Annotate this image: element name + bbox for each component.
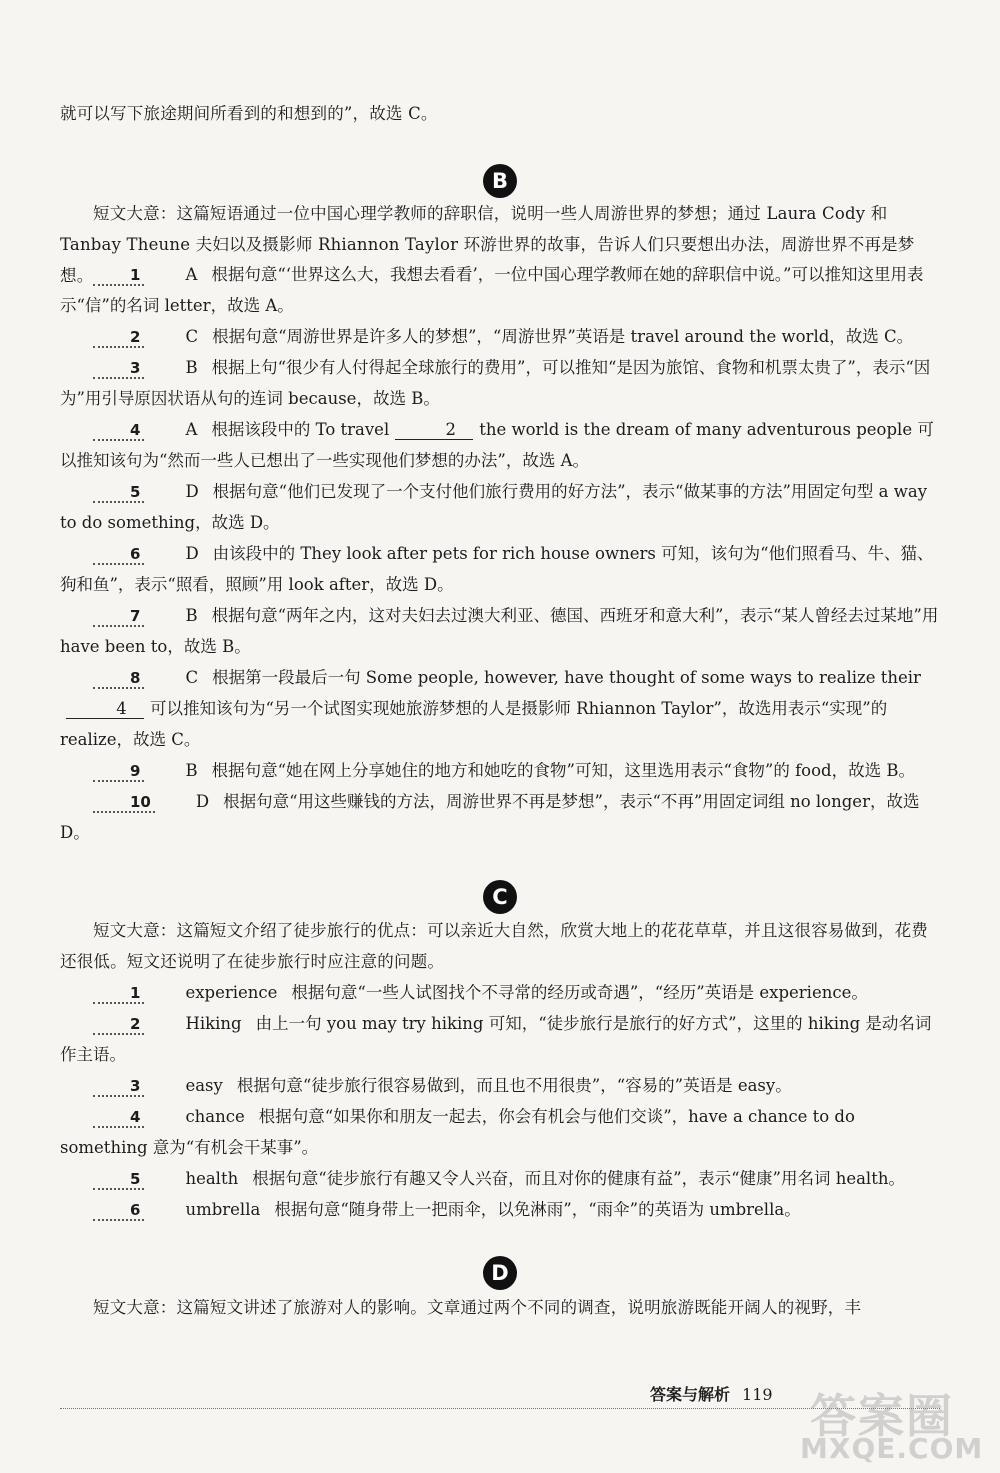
b-item-7 xyxy=(60,600,940,662)
section-b-summary: 短文大意：这篇短语通过一位中国心理学教师的辞职信，说明一些人周游世界的梦想；通过 Laura Cody 和 Tanbay Theune 夫妇以及摄影师 Rhiannon Taylor 环游世界的故事，告诉人们只要想出办法，周游世界不再是梦想。 xyxy=(60,204,915,285)
c-item-text: 根据句意“徒步旅行很容易做到，而且也不用很贵”，“容易的”英语是 easy。 xyxy=(236,1076,792,1095)
b-item-num: 8 xyxy=(93,669,144,689)
b-item-num: 1 xyxy=(93,266,144,286)
b-item-6 xyxy=(60,538,940,600)
footer-section-label: 答案与解析 xyxy=(650,1385,731,1404)
c-item-text: 根据句意“一些人试图找个不寻常的经历或奇遇”，“经历”英语是 experience。 xyxy=(291,983,868,1002)
b-item-answer: C xyxy=(185,327,199,346)
footer-label xyxy=(650,1384,773,1406)
b-item-blank: 4 xyxy=(66,700,144,719)
c-item-1 xyxy=(60,977,940,1008)
b-item-5 xyxy=(60,476,940,538)
b-item-text: 根据该段中的 To travel xyxy=(211,420,390,439)
page-number: 119 xyxy=(742,1385,773,1404)
b-item-answer: B xyxy=(185,606,198,625)
section-b-badge: B xyxy=(483,164,517,198)
b-item-text: 根据上句“很少有人付得起全球旅行的费用”，可以推知“是因为旅馆、食物和机票太贵了”，表示“因为”用引导原因状语从句的连词 because，故选 B。 xyxy=(60,358,931,408)
c-item-answer: chance xyxy=(185,1107,245,1126)
c-item-text: 根据句意“如果你和朋友一起去，你会有机会与他们交谈”，have a chance to do something 意为“有机会干某事”。 xyxy=(60,1107,855,1157)
c-item-num: 1 xyxy=(93,984,144,1004)
c-item-4 xyxy=(60,1101,940,1163)
b-item-blank: 2 xyxy=(395,421,473,440)
c-item-answer: easy xyxy=(185,1076,223,1095)
b-item-4 xyxy=(60,414,940,476)
b-item-text: the world is the dream of many adventurous people 可以推知该句为“然而一些人已想出了一些实现他们梦想的办法”，故选 A。 xyxy=(60,420,934,470)
b-item-9 xyxy=(60,755,940,786)
c-item-num: 4 xyxy=(93,1108,144,1128)
c-item-answer: umbrella xyxy=(185,1200,261,1219)
b-item-answer: D xyxy=(185,544,199,563)
watermark xyxy=(800,1380,990,1465)
c-item-answer: health xyxy=(185,1169,239,1188)
b-item-text: 根据句意“她在网上分享她住的地方和她吃的食物”可知，这里选用表示“食物”的 food，故选 B。 xyxy=(211,761,915,780)
b-item-text: 根据句意“用这些赚钱的方法，周游世界不再是梦想”，表示“不再”用固定词组 no longer，故选 D。 xyxy=(60,792,920,842)
b-item-text: 根据句意“两年之内，这对夫妇去过澳大利亚、德国、西班牙和意大利”，表示“某人曾经去过某地”用 have been to，故选 B。 xyxy=(60,606,939,656)
b-item-text: 根据句意“‘世界这么大，我想去看看’，一位中国心理学教师在她的辞职信中说。”可以推知这里用表示“信”的名词 letter，故选 A。 xyxy=(60,265,924,315)
b-item-text: 可以推知该句为“另一个试图实现她旅游梦想的人是摄影师 Rhiannon Taylor”，故选用表示“实现”的 realize，故选 C。 xyxy=(60,699,888,749)
c-item-5 xyxy=(60,1163,940,1194)
top-line: 就可以写下旅途期间所看到的和想到的”，故选 C。 xyxy=(60,104,438,123)
b-item-text: 根据第一段最后一句 Some people, however, have thought of some ways to realize their xyxy=(212,668,921,687)
c-item-text: 根据句意“随身带上一把雨伞，以免淋雨”，“雨伞”的英语为 umbrella。 xyxy=(274,1200,801,1219)
c-item-num: 5 xyxy=(93,1170,144,1190)
c-item-2 xyxy=(60,1008,940,1070)
b-item-text: 由该段中的 They look after pets for rich house owners 可知，该句为“他们照看马、牛、猫、狗和鱼”，表示“照看，照顾”用 look after，故选 D。 xyxy=(60,544,934,594)
b-item-1 xyxy=(60,259,940,321)
b-item-num: 7 xyxy=(93,607,144,627)
watermark-url: MXQE.COM xyxy=(800,1432,984,1465)
b-item-answer: A xyxy=(185,265,198,284)
b-item-answer: A xyxy=(185,420,198,439)
c-item-num: 3 xyxy=(93,1077,144,1097)
b-item-num: 4 xyxy=(93,421,144,441)
b-item-answer: B xyxy=(185,761,198,780)
b-item-num: 9 xyxy=(93,762,144,782)
b-item-answer: D xyxy=(185,482,199,501)
b-item-text: 根据句意“周游世界是许多人的梦想”，“周游世界”英语是 travel around the world，故选 C。 xyxy=(212,327,914,346)
b-item-answer: B xyxy=(185,358,198,377)
b-item-2 xyxy=(60,321,940,352)
b-item-answer: D xyxy=(195,792,210,811)
watermark-logo-text: 答案圈 xyxy=(810,1389,954,1443)
b-item-num: 3 xyxy=(93,359,144,379)
b-item-num: 5 xyxy=(93,483,144,503)
section-d-badge: D xyxy=(483,1256,517,1290)
b-item-answer: C xyxy=(185,668,199,687)
b-item-num: 2 xyxy=(93,328,144,348)
section-d-summary: 短文大意：这篇短文讲述了旅游对人的影响。文章通过两个不同的调查，说明旅游既能开阔人的视野，丰 xyxy=(93,1298,862,1317)
c-item-answer: experience xyxy=(185,983,278,1002)
b-item-num: 10 xyxy=(93,793,155,813)
b-item-text: 根据句意“他们已发现了一个支付他们旅行费用的好方法”，表示“做某事的方法”用固定句型 a way to do something，故选 D。 xyxy=(60,482,928,532)
c-item-3 xyxy=(60,1070,940,1101)
c-item-num: 2 xyxy=(93,1015,144,1035)
section-c-summary: 短文大意：这篇短文介绍了徒步旅行的优点：可以亲近大自然，欣赏大地上的花花草草，并且这很容易做到，花费还很低。短文还说明了在徒步旅行时应注意的问题。 xyxy=(60,921,928,971)
c-item-num: 6 xyxy=(93,1201,144,1221)
b-item-8 xyxy=(60,662,940,755)
b-item-num: 6 xyxy=(93,545,144,565)
c-item-answer: Hiking xyxy=(185,1014,242,1033)
c-item-text: 由上一句 you may try hiking 可知，“徒步旅行是旅行的好方式”，这里的 hiking 是动名词作主语。 xyxy=(60,1014,932,1064)
c-item-text: 根据句意“徒步旅行有趣又令人兴奋，而且对你的健康有益”，表示“健康”用名词 health。 xyxy=(252,1169,905,1188)
c-item-6 xyxy=(60,1194,940,1225)
b-item-10 xyxy=(60,786,940,848)
section-c-badge: C xyxy=(483,880,517,914)
b-item-3 xyxy=(60,352,940,414)
